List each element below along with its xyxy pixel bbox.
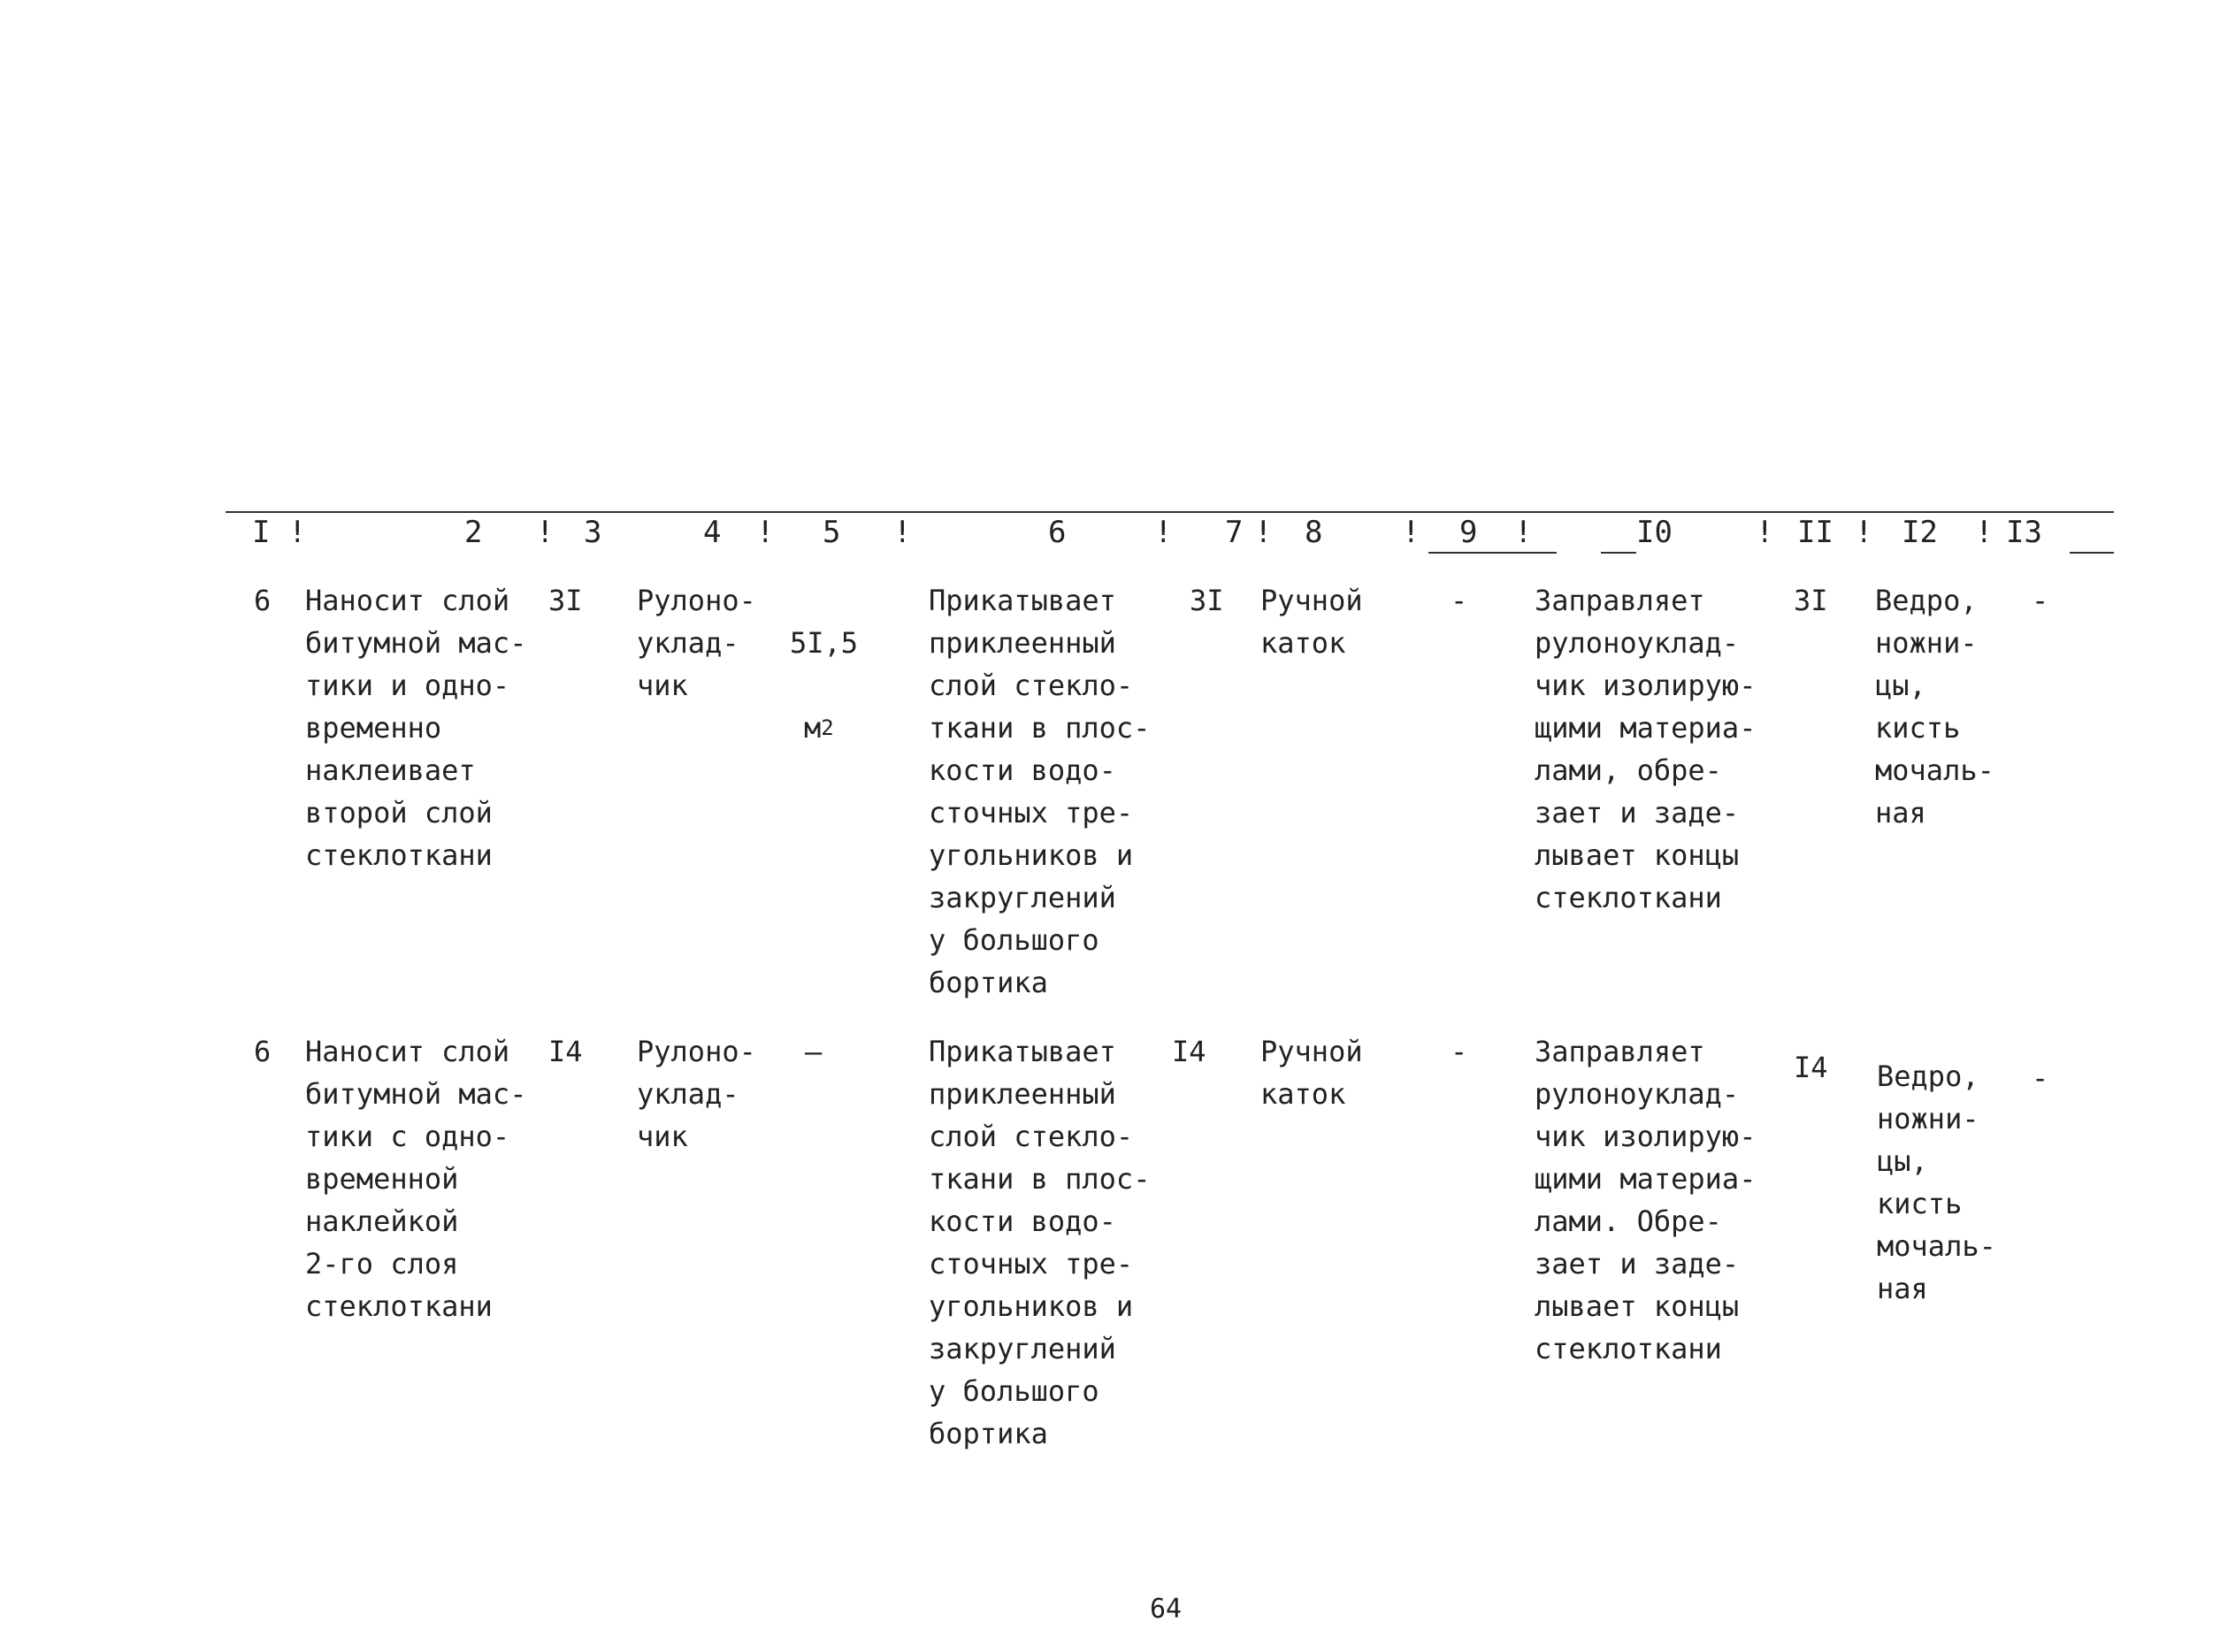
column-separator: !: [1756, 515, 1774, 550]
cell-empty-dash: -: [1451, 1035, 1468, 1068]
column-number: 6: [1048, 515, 1067, 550]
cell-helper-tools: Ведро, ножни- цы, кисть мочаль- ная: [1875, 584, 1994, 830]
cell-volume: —: [805, 1035, 823, 1068]
cell-duration-3: I4: [1794, 1051, 1828, 1084]
page-number: 64: [1150, 1594, 1183, 1625]
volume-unit: $м^2$: [804, 711, 834, 745]
column-separator: !: [1154, 515, 1173, 550]
cell-empty-dash: -: [2032, 1061, 2049, 1095]
column-separator: !: [1402, 515, 1420, 550]
cell-duration: 3I: [548, 584, 583, 617]
cell-helper-operation: Заправляет рулоноуклад- чик изолирую- щими материа- лами, обре- зает и заде- лывает концы стеклоткани: [1535, 584, 1757, 914]
cell-step-number: 6: [254, 584, 272, 617]
cell-duration-3: 3I: [1794, 584, 1828, 617]
column-number: 5: [823, 515, 841, 550]
column-number: 8: [1305, 515, 1323, 550]
column-separator: !: [1254, 515, 1273, 550]
cell-volume: [790, 579, 858, 792]
cell-empty-dash: -: [1451, 584, 1468, 617]
column-number: I3: [2006, 515, 2042, 550]
column-separator: !: [1514, 515, 1533, 550]
column-number: I0: [1636, 515, 1673, 550]
cell-empty-dash: -: [2032, 584, 2049, 617]
unit-exponent: 2: [821, 715, 834, 740]
cell-duration-2: I4: [1172, 1035, 1206, 1068]
column-separator: !: [1855, 515, 1873, 550]
cell-operation-detail: Прикатывает приклеенный слой стекло- ткани в плос- кости водо- сточных тре- угольников и закруглений у большого бортика: [929, 1035, 1151, 1450]
cell-step-number: 6: [254, 1035, 272, 1068]
cell-machine: Рулоно- уклад- чик: [637, 584, 756, 702]
column-number: I: [252, 515, 271, 550]
cell-helper-tools: Ведро, ножни- цы, кисть мочаль- ная: [1877, 1059, 1996, 1305]
column-number: 9: [1459, 515, 1478, 550]
column-number: 4: [703, 515, 722, 550]
cell-operation-detail: Прикатывает приклеенный слой стекло- ткани в плос- кости водо- сточных тре- угольников и закруглений у большого бортика: [929, 584, 1151, 999]
cell-machine: Рулоно- уклад- чик: [637, 1035, 756, 1153]
column-separator: !: [893, 515, 912, 550]
column-separator: !: [1975, 515, 1994, 550]
column-number: I2: [1902, 515, 1938, 550]
cell-tool: Ручной каток: [1260, 584, 1363, 660]
column-separator: !: [756, 515, 775, 550]
cell-operation: Наносит слой битумной мас- тики с одно- временной наклейкой 2-го слоя стеклоткани: [305, 1035, 527, 1323]
cell-duration-2: 3I: [1190, 584, 1224, 617]
cell-operation: Наносит слой битумной мас- тики и одно- временно наклеивает второй слой стеклоткани: [305, 584, 527, 872]
volume-value: 5I,5: [790, 626, 859, 660]
column-number: 7: [1225, 515, 1244, 550]
cell-helper-operation: Заправляет рулоноуклад- чик изолирую- щими материа- лами. Обре- зает и заде- лывает концы стеклоткани: [1535, 1035, 1757, 1365]
cell-tool: Ручной каток: [1260, 1035, 1363, 1111]
column-number: 3: [584, 515, 602, 550]
column-number: II: [1797, 515, 1833, 550]
table-header: [0, 513, 2220, 557]
cell-duration: I4: [548, 1035, 583, 1068]
column-separator: !: [288, 515, 307, 550]
column-number: 2: [464, 515, 483, 550]
column-separator: !: [536, 515, 555, 550]
